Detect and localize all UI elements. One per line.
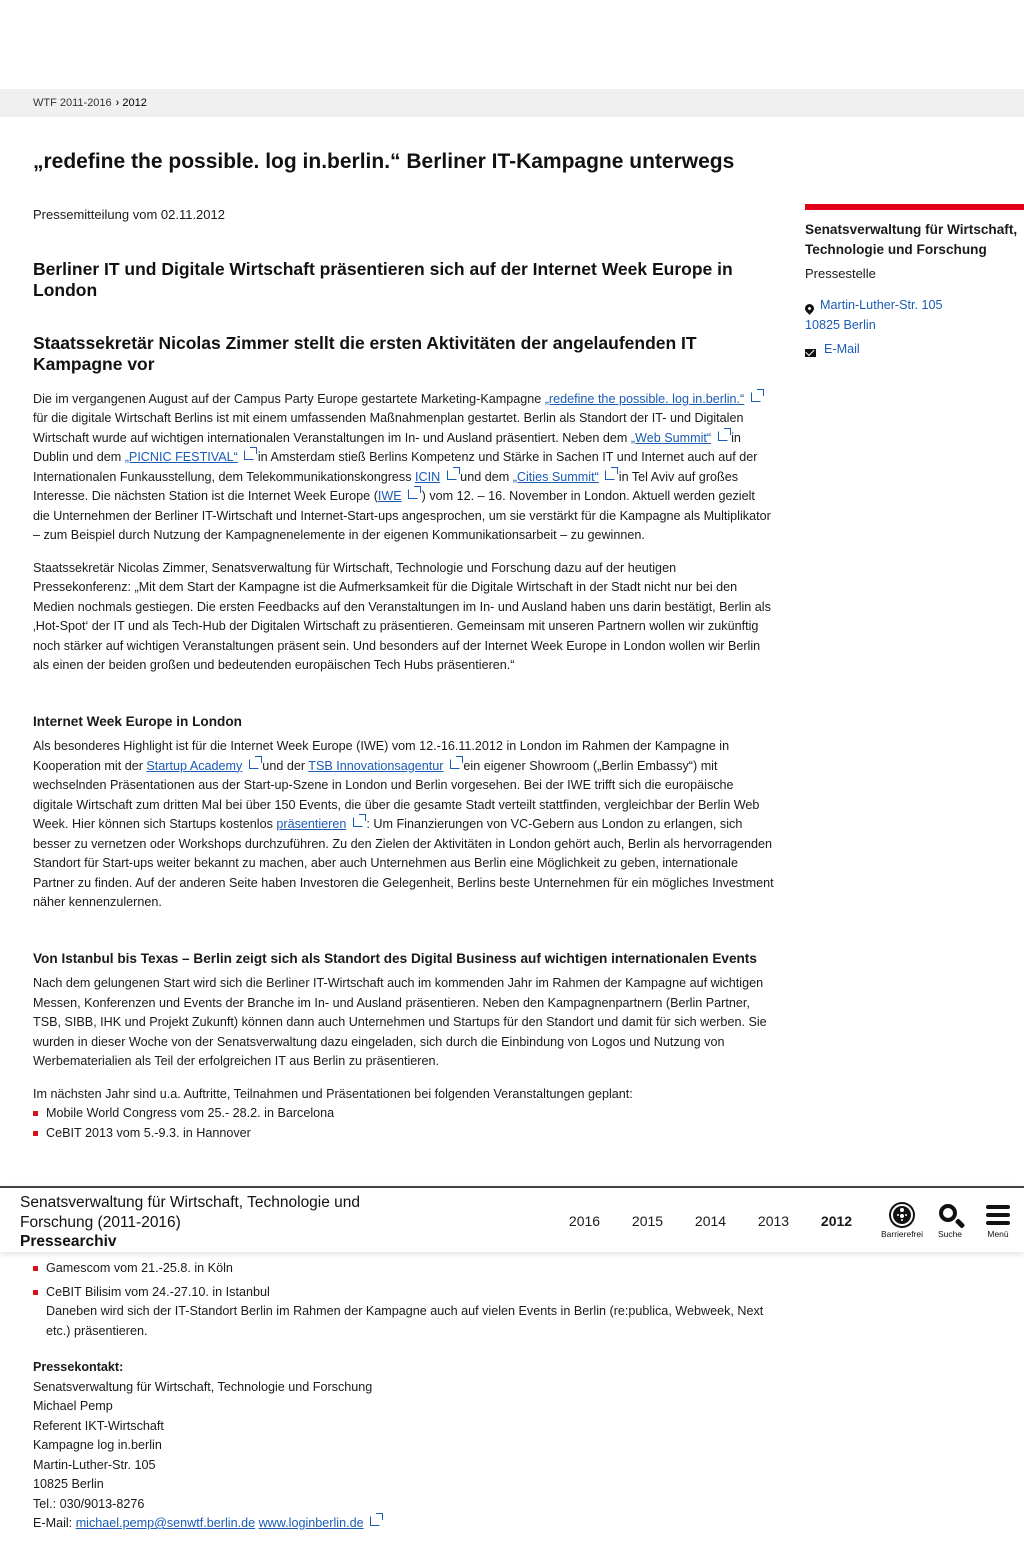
- press-date: Pressemitteilung vom 02.11.2012: [33, 207, 225, 222]
- sidebar-street-link[interactable]: Martin-Luther-Str. 105: [820, 298, 943, 312]
- hamburger-icon: [986, 1205, 1010, 1225]
- events-note: Daneben wird sich der IT-Standort Berlin im Rahmen der Kampagne auch auf vielen Events in Berlin (re:publica, Webweek, Next etc.) präsentieren.: [46, 1304, 764, 1338]
- list-item: CeBIT Bilisim vom 24.-27.10. in Istanbul: [33, 1283, 775, 1303]
- iwe-link[interactable]: IWE: [377, 489, 402, 503]
- contact-line: Michael Pemp: [33, 1399, 113, 1413]
- accessibility-label: Barrierefrei: [880, 1229, 924, 1239]
- external-link-icon: [244, 450, 254, 460]
- year-tab-2014[interactable]: 2014: [694, 1213, 727, 1229]
- campaign-link[interactable]: „redefine the possible. log in.berlin.“: [544, 391, 745, 406]
- events-list: [33, 1104, 775, 1143]
- text: für die digitale Wirtschaft Berlins ist mit einem umfassenden Maßnahmenplan gestartet. Berlin als Standort der IT- und Digitalen Wirtschaft wurde auf wichtigen internationalen Veranstaltungen im In- und Ausland präsentiert. Neben dem: [33, 411, 744, 445]
- external-link-icon: [370, 1516, 380, 1526]
- breadcrumb: [0, 89, 1024, 117]
- year-nav: [553, 1213, 868, 1229]
- brand-line-1: Senatsverwaltung für Wirtschaft, Technologie und: [20, 1194, 361, 1211]
- year-tab-2012[interactable]: 2012: [820, 1213, 853, 1229]
- sidebar-city-link[interactable]: 10825 Berlin: [805, 318, 876, 332]
- year-tab-2016[interactable]: 2016: [568, 1213, 601, 1229]
- external-link-icon: [408, 489, 418, 499]
- text: Als besonderes Highlight ist für die Internet Week Europe (IWE) vom 12.-16.11.2012 in London im Rahmen der Kampagne in Kooperation mit der: [33, 739, 730, 773]
- paragraph-1: [33, 390, 775, 546]
- sidebar-email-link[interactable]: E-Mail: [824, 342, 860, 356]
- paragraph-4: Nach dem gelungenen Start wird sich die Berliner IT-Wirtschaft auch im kommenden Jahr im Rahmen der Kampagne auf wichtigen Messen, Konferenzen und Events der Branche im In- und Ausland präsentieren. Neben den Kampagnenpartnern (Berlin Partner, TSB, SIBB, IHK und Projekt Zukunft) können dann auch Unternehmen und Startups für den Standort und damit für sich werben. Sie wurden in dieser Woche von der Senatsverwaltung dazu eingeladen, sich durch die Einbindung von Logos und Nutzung von Werbematerialien als Teil der erfolgreichen IT aus Berlin zu präsentieren.: [33, 976, 767, 1068]
- external-link-icon: [353, 817, 363, 827]
- external-link-icon: [718, 431, 728, 441]
- paragraph-5: Im nächsten Jahr sind u.a. Auftritte, Teilnahmen und Präsentationen bei folgenden Veranstaltungen geplant:: [33, 1086, 633, 1101]
- text: und der: [258, 758, 309, 773]
- breadcrumb-current: 2012: [122, 97, 147, 109]
- icin-link[interactable]: ICIN: [415, 469, 441, 484]
- web-summit-link[interactable]: „Web Summit“: [630, 430, 712, 445]
- external-link-icon: [447, 470, 457, 480]
- contact-line: Referent IKT-Wirtschaft: [33, 1418, 164, 1433]
- search-button[interactable]: [926, 1201, 974, 1239]
- tsb-link[interactable]: TSB Innovationsagentur: [308, 758, 444, 773]
- list-item: Gamescom vom 21.-25.8. in Köln: [33, 1259, 775, 1279]
- sidebar-email-row: [805, 339, 1024, 363]
- text: : Um Finanzierungen von VC-Gebern aus London zu erlangen, sich besser zu vernetzen oder Workshops durchzuführen. Zu den Zielen der Aktivitäten in London gehört auch, Berlin als hervorragenden Standort für Start-ups weiter bekannt zu machen, aber auch Unternehmen aus Berlin eine Möglichkeit zu geben, internationale Partner zu finden. Auf der anderen Seite haben Investoren die Gelegenheit, Berlins beste Unternehmen für ein mögliches Investment näher kennenzulernen.: [33, 817, 774, 909]
- search-icon: [939, 1204, 957, 1222]
- praesentieren-link[interactable]: präsentieren: [276, 817, 347, 831]
- accessibility-button[interactable]: [878, 1201, 926, 1239]
- contact-email-link[interactable]: michael.pemp@senwtf.berlin.de: [75, 1516, 256, 1530]
- text: Die im vergangenen August auf der Campus Party Europe gestartete Marketing-Kampagne: [33, 391, 545, 406]
- contact-line: Tel.: 030/9013-8276: [33, 1496, 145, 1511]
- text: ) vom 12. – 16. November in London. Aktuell werden gezielt die Unternehmen der Berliner IT-Wirtschaft und Internet-Start-ups angesprochen, um sie verstärkt für die Kampagne als Multiplikator – zum Beispiel durch Nutzung der Kampagnenelemente in der eigenen Kommunikationsarbeit – zu gewinnen.: [33, 489, 771, 542]
- paragraph-2: Staatssekretär Nicolas Zimmer, Senatsverwaltung für Wirtschaft, Technologie und Forschung dazu auf der heutigen Pressekonferenz: „Mit dem Start der Kampagne ist die Aufmerksamkeit für die Digitale Wirtschaft in der Stadt nicht nur bei den Medien nochmals gestiegen. Die ersten Feedbacks auf den Veranstaltungen im In- und Ausland haben uns darin bestätigt, Berlin als ‚Hot-Spot‘ der IT und als Tech-Hub der Digitalen Wirtschaft zu präsentieren. Gemeinsam mit unseren Partnern wollen wir zukünftig noch stärker auf wichtigen Veranstaltungen präsent sein. Und besonders auf der Internet Week Europe in London wollen wir Berlin als einen der beiden großen und bedeutenden europäischen Tech Hubs präsentieren.“: [33, 560, 771, 672]
- contact-email-line: [33, 1514, 775, 1534]
- picnic-festival-link[interactable]: „PICNIC FESTIVAL“: [124, 450, 238, 464]
- text: in Dublin und dem: [33, 430, 741, 464]
- menu-button[interactable]: [974, 1201, 1022, 1239]
- section-heading-events: Von Istanbul bis Texas – Berlin zeigt sich als Standort des Digital Business auf wichtigen internationalen Events: [33, 950, 757, 966]
- section-heading-iwe: Internet Week Europe in London: [33, 713, 242, 729]
- sidebar-address: [805, 295, 1024, 335]
- article-body-continued: [33, 1259, 775, 1534]
- website-link[interactable]: www.loginberlin.de: [258, 1516, 364, 1530]
- external-link-icon: [249, 759, 259, 769]
- text: in Tel Aviv auf großes Interesse. Die nächsten Station ist die Internet Week Europe (: [33, 469, 739, 503]
- text: und dem: [456, 469, 513, 484]
- article-body: [33, 205, 775, 1143]
- contact-line: 10825 Berlin: [33, 1477, 104, 1491]
- brand-line-3: Pressearchiv: [20, 1233, 117, 1250]
- sticky-header: [0, 1186, 1024, 1252]
- external-link-icon: [450, 759, 460, 769]
- external-link-icon: [605, 470, 615, 480]
- year-tab-2013[interactable]: 2013: [757, 1213, 790, 1229]
- search-label: Suche: [937, 1229, 963, 1239]
- list-item: Mobile World Congress vom 25.- 28.2. in Barcelona: [33, 1104, 775, 1124]
- page-title: „redefine the possible. log in.berlin.“ Berliner IT-Kampagne unterwegs: [33, 150, 735, 173]
- external-link-icon: [751, 392, 761, 402]
- list-item: CeBIT 2013 vom 5.-9.3. in Hannover: [33, 1124, 775, 1144]
- map-pin-icon: [805, 295, 819, 319]
- text: in Amsterdam stieß Berlins Kompetenz und Stärke in Sachen IT und Internet auch auf der Internationalen Funkausstellung, dem Telekommunikationskongress: [33, 450, 758, 484]
- sidebar-org: Senatsverwaltung für Wirtschaft, Technologie und Forschung: [805, 222, 1018, 257]
- text: ein eigener Showroom („Berlin Embassy“) mit wechselnden Präsentationen aus der Start-up-Szene in London und Berlin vorgesehen. Bei der IWE trifft sich die europäische digitale Wirtschaft zum dritten Mal bei über 150 Events, die über die gesamte Stadt verteilt stattfinden, vergleichbar der Berlin Web Week. Hier können sich Startups kostenlos: [33, 758, 760, 831]
- menu-label: Menü: [987, 1229, 1009, 1239]
- breadcrumb-parent-link[interactable]: WTF 2011-2016: [33, 97, 112, 109]
- press-contact-label: Pressekontakt:: [33, 1360, 124, 1374]
- article-subtitle-2: Staatssekretär Nicolas Zimmer stellt die ersten Aktivitäten der angelaufenden IT Kampagne vor: [33, 332, 697, 374]
- contact-line: Senatsverwaltung für Wirtschaft, Technologie und Forschung: [33, 1379, 373, 1394]
- envelope-icon: [805, 339, 819, 363]
- contact-line: Martin-Luther-Str. 105: [33, 1457, 156, 1472]
- sidebar-unit: Pressestelle: [805, 266, 876, 281]
- cities-summit-link[interactable]: „Cities Summit“: [512, 469, 599, 484]
- article-subtitle-1: Berliner IT und Digitale Wirtschaft präsentieren sich auf der Internet Week Europe in London: [33, 258, 733, 300]
- site-brand[interactable]: [20, 1193, 360, 1252]
- year-tab-2015[interactable]: 2015: [631, 1213, 664, 1229]
- accessibility-icon: [889, 1202, 915, 1228]
- chevron-right-icon: ›: [115, 97, 120, 109]
- header-tools: [878, 1201, 1022, 1239]
- sidebar-accent-bar: [805, 204, 1024, 210]
- press-contact: [33, 1358, 775, 1534]
- contact-sidebar: [805, 204, 1024, 363]
- startup-academy-link[interactable]: Startup Academy: [146, 758, 243, 773]
- paragraph-3: [33, 737, 775, 913]
- events-list-continued: [33, 1259, 775, 1302]
- brand-line-2: Forschung (2011-2016): [20, 1213, 181, 1231]
- email-prefix: E-Mail:: [33, 1516, 76, 1530]
- contact-line: Kampagne log in.berlin: [33, 1438, 162, 1452]
